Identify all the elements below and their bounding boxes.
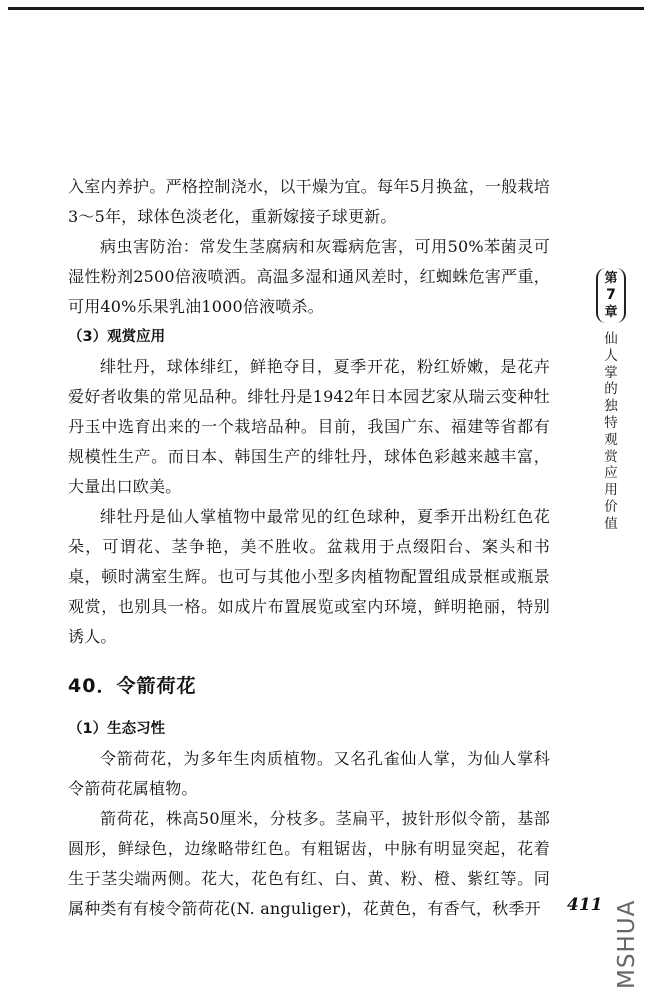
chapter-sidebar	[587, 268, 635, 533]
chapter-suffix: 章	[604, 305, 618, 320]
chapter-prefix: 第	[604, 271, 618, 286]
paragraph-appreciation-2: 绯牡丹是仙人掌植物中最常见的红色球种，夏季开出粉红色花朵，可谓花、茎争艳，美不胜收。盆栽用于点缀阳台、案头和书桌，顿时满室生辉。也可与其他小型多肉植物配置组成景框或瓶景观赏，也别具一格。如成片布置展览或室内环境，鲜明艳丽，特别诱人。	[68, 507, 550, 646]
paragraph-ecology-2: 箭荷花，株高50厘米，分枝多。茎扁平，披针形似令箭，基部圆形，鲜绿色，边缘略带红色。有粗锯齿，中脉有明显突起，花着生于茎尖端两侧。花大，花色有红、白、黄、粉、橙、紫红等。同属种类有有棱令箭荷花(N. anguliger)，花黄色，有香气，秋季开	[68, 809, 550, 918]
chapter-badge	[596, 268, 626, 323]
section-title: 40．令箭荷花	[68, 675, 197, 697]
paragraph-appreciation-1: 绯牡丹，球体绯红，鲜艳夺目，夏季开花，粉红娇嫩，是花卉爱好者收集的常见品种。绯牡丹是1942年日本园艺家从瑞云变种牡丹玉中选育出来的一个栽培品种。目前，我国广东、福建等省都有规模性生产。而日本、韩国生产的绯牡丹，球体色彩越来越丰富，大量出口欧美。	[68, 357, 550, 496]
page-body	[68, 172, 550, 924]
watermark	[602, 883, 648, 993]
subheading-ecology: （1）生态习性	[68, 721, 166, 737]
paragraph-ecology-1: 令箭荷花，为多年生肉质植物。又名孔雀仙人掌，为仙人掌科令箭荷花属植物。	[68, 749, 550, 798]
paragraph-pest-control: 病虫害防治：常发生茎腐病和灰霉病危害，可用50%苯菌灵可湿性粉剂2500倍液喷洒。高温多湿和通风差时，红蜘蛛危害严重，可用40%乐果乳油1000倍液喷杀。	[68, 237, 550, 316]
chapter-title: 仙人掌的独特观赏应用价值	[604, 331, 618, 532]
chapter-number: 7	[606, 287, 616, 303]
page-number: 411	[567, 895, 603, 915]
paragraph-continued: 入室内养护。严格控制浇水，以干燥为宜。每年5月换盆，一般栽培3～5年，球体色淡老化，重新嫁接子球更新。	[68, 177, 550, 226]
top-rule	[8, 7, 644, 10]
subheading-appreciation: （3）观赏应用	[68, 329, 166, 345]
watermark-text: MSHUA	[614, 899, 640, 989]
